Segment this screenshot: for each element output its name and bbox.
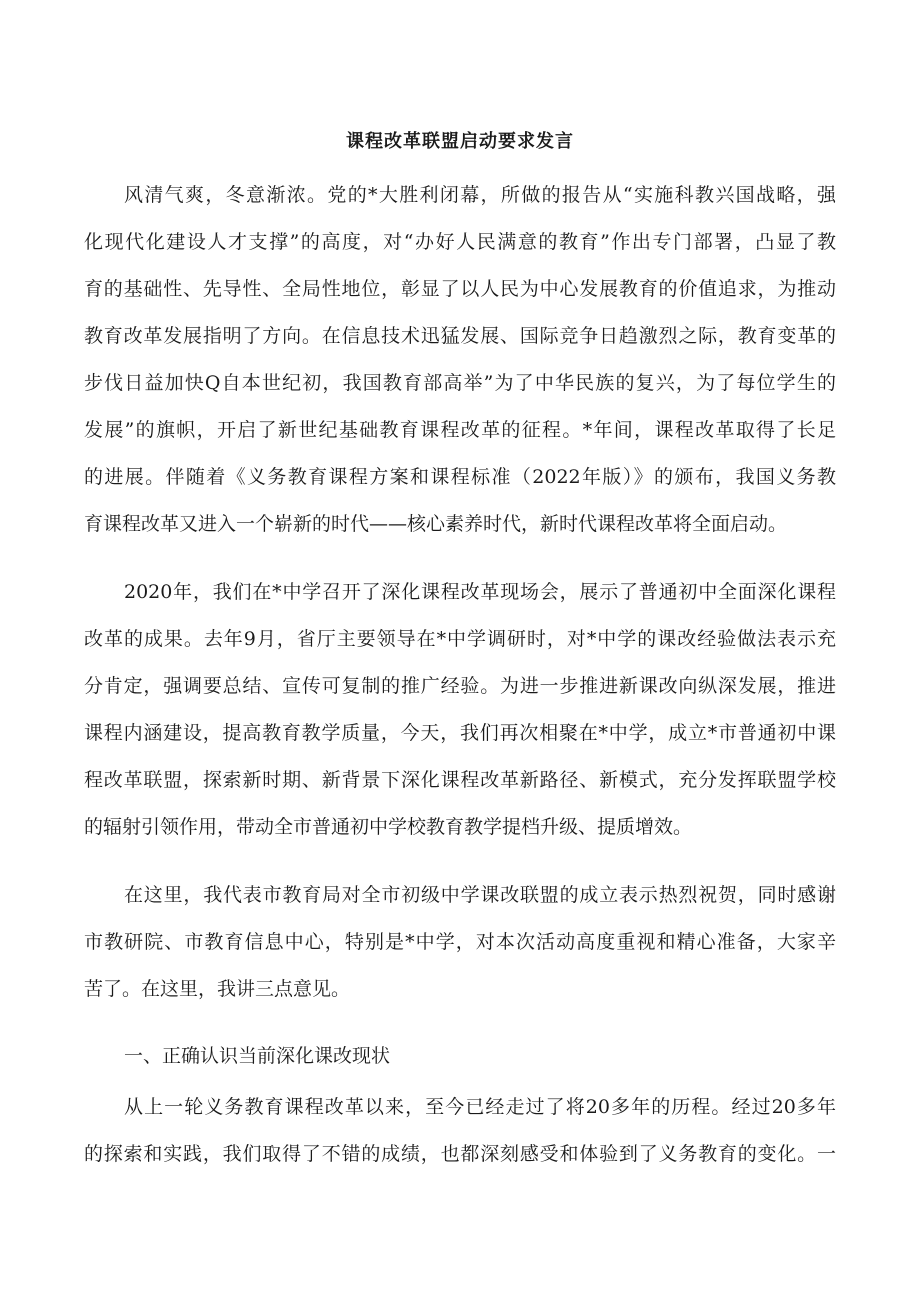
paragraph-line: 苦了。在这里，我讲三点意见。: [84, 978, 351, 1000]
paragraph-line: 的进展。伴随着《义务教育课程方案和课程标准（2022年版）》的颁布，我国义务教: [84, 466, 836, 488]
paragraph-line: 分肯定，强调要总结、宣传可复制的推广经验。为进一步推进新课改向纵深发展，推进: [84, 675, 836, 697]
paragraph-line: 育的基础性、先导性、全局性地位，彰显了以人民为中心发展教育的价值追求，为推动: [84, 278, 836, 300]
paragraph-line: 的探索和实践，我们取得了不错的成绩，也都深刻感受和体验到了义务教育的变化。一: [84, 1143, 836, 1165]
paragraph-line: 改革的成果。去年9月，省厅主要领导在*中学调研时，对*中学的课改经验做法表示充: [84, 628, 836, 650]
document-title: 课程改革联盟启动要求发言: [346, 131, 574, 152]
paragraph-line: 的辐射引领作用，带动全市普通初中学校教育教学提档升级、提质增效。: [84, 816, 693, 838]
paragraph-line: 教育改革发展指明了方向。在信息技术迅猛发展、国际竞争日趋激烈之际，教育变革的: [84, 325, 836, 347]
paragraph-line: 在这里，我代表市教育局对全市初级中学课改联盟的成立表示热烈祝贺，同时感谢: [124, 884, 836, 906]
paragraph-line: 从上一轮义务教育课程改革以来，至今已经走过了将20多年的历程。经过20多年: [124, 1096, 836, 1118]
paragraph-line: 2020年，我们在*中学召开了深化课程改革现场会，展示了普通初中全面深化课程: [124, 581, 836, 603]
paragraph-line: 风清气爽，冬意渐浓。党的*大胜利闭幕，所做的报告从“实施科教兴国战略，强: [124, 184, 836, 206]
paragraph-line: 育课程改革又进入一个崭新的时代——核心素养时代，新时代课程改革将全面启动。: [84, 513, 788, 535]
paragraph-line: 发展”的旗帜，开启了新世纪基础教育课程改革的征程。*年间，课程改革取得了长足: [84, 419, 836, 441]
paragraph-line: 程改革联盟，探索新时期、新背景下深化课程改革新路径、新模式，充分发挥联盟学校: [84, 769, 836, 791]
paragraph-line: 步伐日益加快Q自本世纪初，我国教育部高举”为了中华民族的复兴，为了每位学生的: [84, 372, 836, 394]
paragraph-line: 课程内涵建设，提高教育教学质量，今天，我们再次相聚在*中学，成立*市普通初中课: [84, 722, 836, 744]
paragraph-line: 市教研院、市教育信息中心，特别是*中学，对本次活动高度重视和精心准备，大家辛: [84, 931, 836, 953]
section-heading: 一、正确认识当前深化课改现状: [124, 1045, 391, 1067]
paragraph-line: 化现代化建设人才支撑”的高度，对“办好人民满意的教育”作出专门部署，凸显了教: [84, 231, 836, 253]
